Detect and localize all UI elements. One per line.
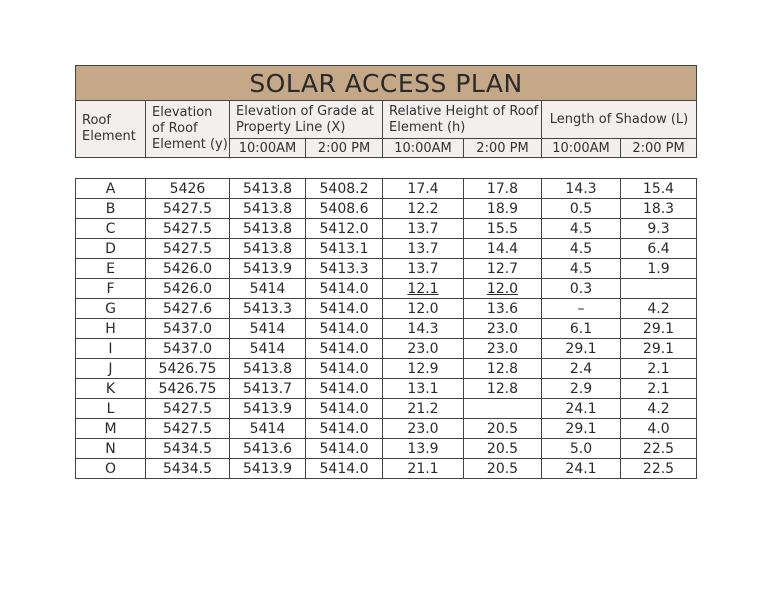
- table-cell: 4.5: [542, 239, 621, 259]
- table-cell: N: [76, 439, 146, 459]
- table-cell: 6.1: [542, 319, 621, 339]
- table-cell: 24.1: [542, 399, 621, 419]
- table-cell: 29.1: [542, 419, 621, 439]
- table-cell: 4.2: [621, 399, 697, 419]
- table-cell: 12.1: [383, 279, 464, 299]
- table-cell: 12.0: [464, 279, 542, 299]
- table-cell: 5437.0: [146, 339, 230, 359]
- table-cell: H: [76, 319, 146, 339]
- table-row: [76, 379, 697, 399]
- table-cell: 5427.5: [146, 199, 230, 219]
- table-cell: D: [76, 239, 146, 259]
- table-cell: 12.9: [383, 359, 464, 379]
- table-cell: E: [76, 259, 146, 279]
- table-cell: 5413.6: [230, 439, 306, 459]
- table-cell: 17.4: [383, 179, 464, 199]
- table-cell: [464, 399, 542, 419]
- table-cell: 5426.0: [146, 279, 230, 299]
- table-row: [76, 419, 697, 439]
- table-cell: 5414.0: [306, 299, 383, 319]
- table-cell: 4.0: [621, 419, 697, 439]
- subheader-shadow-2pm: 2:00 PM: [621, 139, 697, 158]
- table-row: [76, 199, 697, 219]
- table-cell: 5414.0: [306, 279, 383, 299]
- table-cell: 15.5: [464, 219, 542, 239]
- table-row: [76, 339, 697, 359]
- table-cell: 22.5: [621, 459, 697, 479]
- table-cell: 12.0: [383, 299, 464, 319]
- table-cell: 17.8: [464, 179, 542, 199]
- table-cell: 5413.9: [230, 259, 306, 279]
- table-cell: 0.5: [542, 199, 621, 219]
- table-cell: L: [76, 399, 146, 419]
- table-cell: 23.0: [383, 339, 464, 359]
- subheader-shadow-10am: 10:00AM: [542, 139, 621, 158]
- table-row: [76, 319, 697, 339]
- table-row: [76, 459, 697, 479]
- table-cell: 2.1: [621, 359, 697, 379]
- table-cell: 2.1: [621, 379, 697, 399]
- table-cell: 4.5: [542, 219, 621, 239]
- table-cell: 5434.5: [146, 459, 230, 479]
- table-cell: 5426.75: [146, 359, 230, 379]
- table-cell: 5427.5: [146, 239, 230, 259]
- table-cell: 5414.0: [306, 439, 383, 459]
- page-title: SOLAR ACCESS PLAN: [76, 66, 697, 101]
- table-cell: F: [76, 279, 146, 299]
- table-cell: 5413.8: [230, 179, 306, 199]
- table-cell: 5413.3: [230, 299, 306, 319]
- header-elevation-roof: Elevation of Roof Element (y): [146, 101, 230, 158]
- table-cell: 29.1: [621, 339, 697, 359]
- table-cell: 6.4: [621, 239, 697, 259]
- table-cell: 23.0: [383, 419, 464, 439]
- table-cell: A: [76, 179, 146, 199]
- subheader-grade-2pm: 2:00 PM: [306, 139, 383, 158]
- header-elevation-grade: Elevation of Grade at Property Line (X): [230, 101, 383, 139]
- table-cell: 5414.0: [306, 359, 383, 379]
- table-row: [76, 359, 697, 379]
- table-cell: 18.9: [464, 199, 542, 219]
- table-cell: 5408.2: [306, 179, 383, 199]
- table-cell: 5414: [230, 319, 306, 339]
- table-row: [76, 239, 697, 259]
- table-cell: I: [76, 339, 146, 359]
- table-cell: 5414.0: [306, 319, 383, 339]
- table-cell: 5427.5: [146, 419, 230, 439]
- table-cell: 12.2: [383, 199, 464, 219]
- table-cell: 5414.0: [306, 459, 383, 479]
- table-cell: 13.9: [383, 439, 464, 459]
- table-cell: 12.8: [464, 379, 542, 399]
- table-cell: 5414: [230, 339, 306, 359]
- table-cell: 5414.0: [306, 379, 383, 399]
- table-cell: 29.1: [621, 319, 697, 339]
- table-cell: 13.7: [383, 239, 464, 259]
- table-cell: 13.6: [464, 299, 542, 319]
- table-cell: 4.5: [542, 259, 621, 279]
- table-cell: 22.5: [621, 439, 697, 459]
- table-cell: 5413.7: [230, 379, 306, 399]
- table-row: [76, 259, 697, 279]
- table-cell: 23.0: [464, 319, 542, 339]
- table-cell: 4.2: [621, 299, 697, 319]
- table-cell: K: [76, 379, 146, 399]
- table-cell: 5427.5: [146, 219, 230, 239]
- table-cell: 5427.5: [146, 399, 230, 419]
- table-cell: 5434.5: [146, 439, 230, 459]
- header-relative-height: Relative Height of Roof Element (h): [383, 101, 542, 139]
- table-cell: 14.3: [383, 319, 464, 339]
- table-cell: 5413.9: [230, 399, 306, 419]
- table-cell: 0.3: [542, 279, 621, 299]
- table-cell: [621, 279, 697, 299]
- table-cell: 21.2: [383, 399, 464, 419]
- table-cell: 21.1: [383, 459, 464, 479]
- table-cell: 5414.0: [306, 399, 383, 419]
- table-row: [76, 179, 697, 199]
- table-cell: 5412.0: [306, 219, 383, 239]
- table-cell: 20.5: [464, 419, 542, 439]
- table-cell: 14.4: [464, 239, 542, 259]
- table-cell: 20.5: [464, 459, 542, 479]
- table-cell: 29.1: [542, 339, 621, 359]
- table-cell: 5.0: [542, 439, 621, 459]
- subheader-grade-10am: 10:00AM: [230, 139, 306, 158]
- table-cell: 14.3: [542, 179, 621, 199]
- table-cell: 5414: [230, 279, 306, 299]
- table-cell: M: [76, 419, 146, 439]
- data-table: [75, 178, 697, 479]
- table-cell: 2.9: [542, 379, 621, 399]
- table-row: [76, 439, 697, 459]
- subheader-height-10am: 10:00AM: [383, 139, 464, 158]
- table-cell: 13.7: [383, 259, 464, 279]
- table-cell: 18.3: [621, 199, 697, 219]
- table-cell: 5414.0: [306, 419, 383, 439]
- table-cell: 5413.8: [230, 239, 306, 259]
- table-cell: 15.4: [621, 179, 697, 199]
- header-table: [75, 65, 697, 158]
- table-cell: 5414: [230, 419, 306, 439]
- table-cell: 24.1: [542, 459, 621, 479]
- table-cell: O: [76, 459, 146, 479]
- table-cell: B: [76, 199, 146, 219]
- table-row: [76, 399, 697, 419]
- table-cell: 13.1: [383, 379, 464, 399]
- table-cell: 9.3: [621, 219, 697, 239]
- table-cell: 5413.8: [230, 359, 306, 379]
- table-cell: 1.9: [621, 259, 697, 279]
- table-cell: 12.7: [464, 259, 542, 279]
- table-cell: 5413.3: [306, 259, 383, 279]
- table-row: [76, 299, 697, 319]
- table-cell: 5427.6: [146, 299, 230, 319]
- header-shadow-length: Length of Shadow (L): [542, 101, 697, 139]
- table-cell: 23.0: [464, 339, 542, 359]
- table-cell: 20.5: [464, 439, 542, 459]
- header-roof-element: Roof Element: [76, 101, 146, 158]
- table-cell: –: [542, 299, 621, 319]
- table-cell: 13.7: [383, 219, 464, 239]
- subheader-height-2pm: 2:00 PM: [464, 139, 542, 158]
- table-cell: 5414.0: [306, 339, 383, 359]
- table-cell: G: [76, 299, 146, 319]
- table-cell: 12.8: [464, 359, 542, 379]
- table-cell: 5413.8: [230, 199, 306, 219]
- table-row: [76, 219, 697, 239]
- table-cell: 5426: [146, 179, 230, 199]
- table-row: [76, 279, 697, 299]
- table-cell: 5413.8: [230, 219, 306, 239]
- table-cell: 5413.1: [306, 239, 383, 259]
- table-cell: 5426.75: [146, 379, 230, 399]
- table-cell: 5426.0: [146, 259, 230, 279]
- table-cell: J: [76, 359, 146, 379]
- table-cell: 5413.9: [230, 459, 306, 479]
- table-cell: C: [76, 219, 146, 239]
- table-cell: 5437.0: [146, 319, 230, 339]
- table-cell: 2.4: [542, 359, 621, 379]
- table-cell: 5408.6: [306, 199, 383, 219]
